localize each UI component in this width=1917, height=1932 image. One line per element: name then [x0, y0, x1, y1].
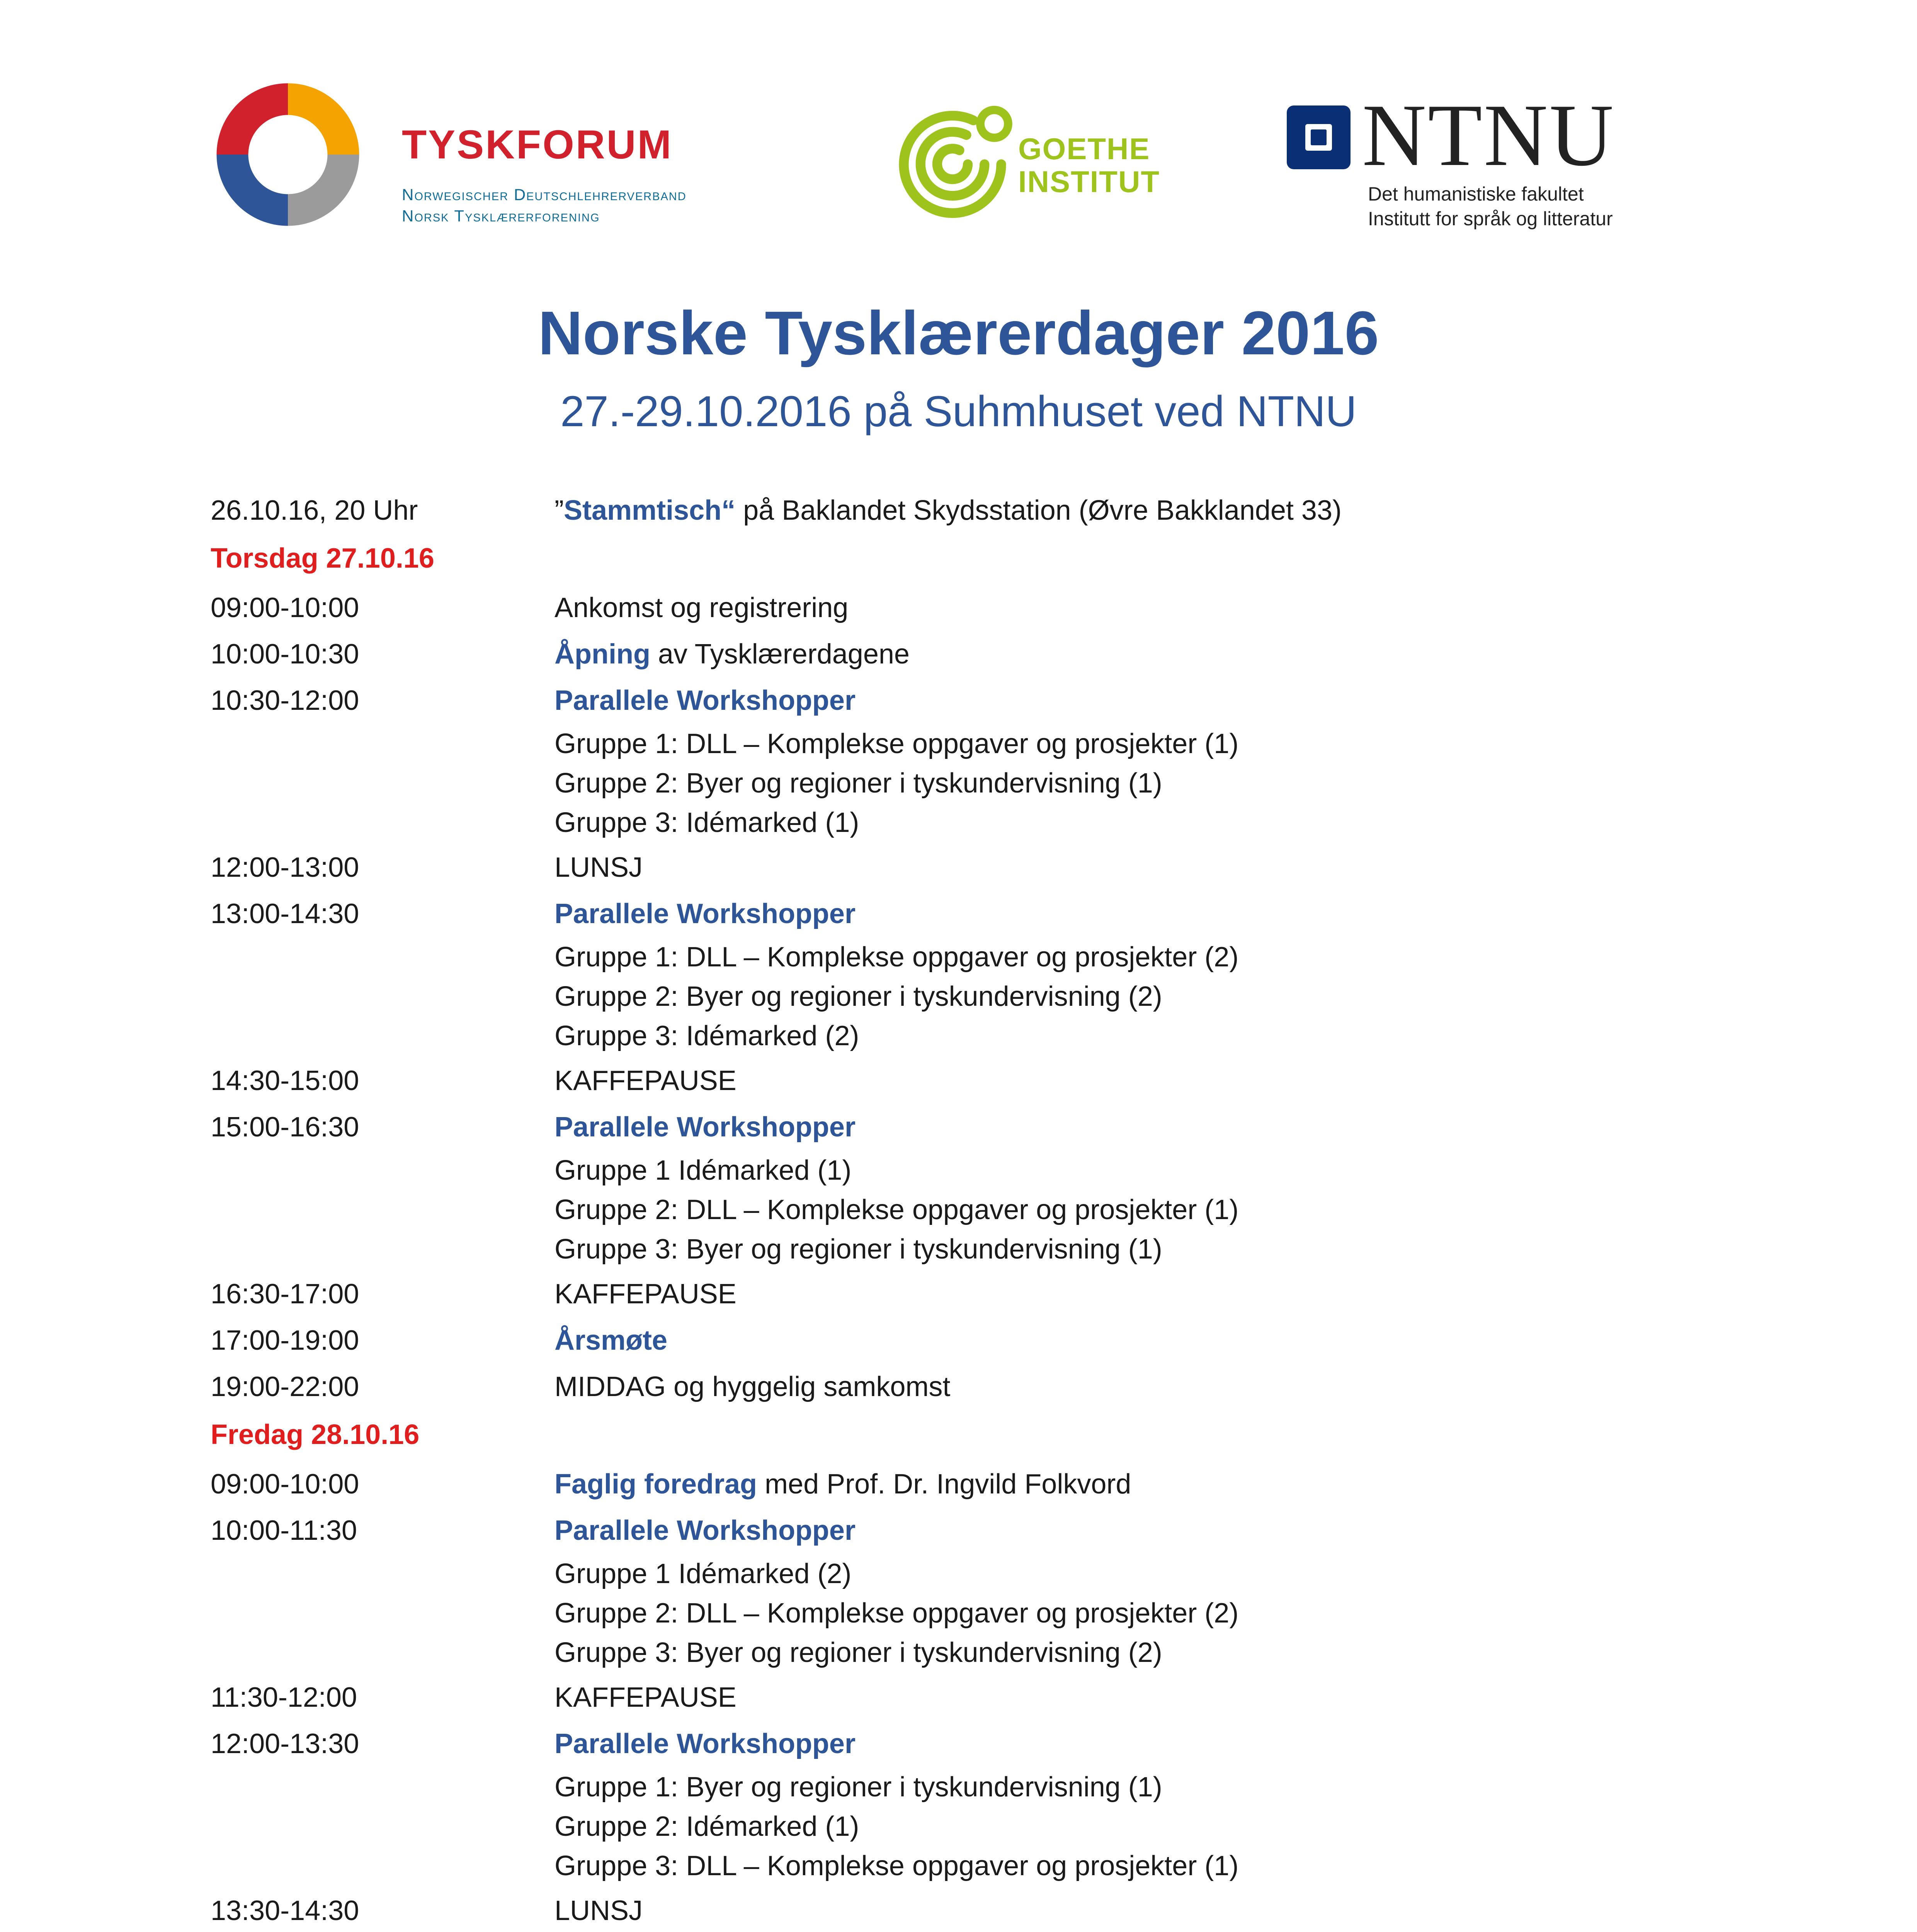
schedule-highlight: Parallele Workshopper [555, 1728, 856, 1759]
schedule-row [211, 588, 1756, 628]
workshop-group: Gruppe 2: Byer og regioner i tyskundervisning (1) [555, 768, 1162, 799]
workshop-group: Gruppe 2: Idémarked (1) [555, 1811, 859, 1842]
schedule-description [555, 1274, 1756, 1314]
schedule-highlight: Parallele Workshopper [555, 898, 856, 929]
programme-schedule [211, 491, 1756, 1932]
schedule-highlight: Årsmøte [555, 1325, 668, 1356]
schedule-highlight: Parallele Workshopper [555, 1112, 856, 1143]
schedule-text: KAFFEPAUSE [555, 1279, 737, 1310]
schedule-row [211, 1891, 1756, 1930]
schedule-row [211, 1464, 1756, 1504]
schedule-description [555, 1321, 1756, 1360]
workshop-group: Gruppe 1 Idémarked (2) [555, 1558, 852, 1589]
schedule-time: 19:00-22:00 [211, 1371, 359, 1402]
tyskforum-subline: Norsk Tysklærerforening [402, 207, 600, 225]
schedule-row [211, 681, 1756, 720]
schedule-row [211, 1678, 1756, 1717]
workshop-group-list [555, 1151, 1756, 1269]
schedule-time: 14:30-15:00 [211, 1065, 359, 1096]
schedule-highlight: Parallele Workshopper [555, 685, 856, 716]
schedule-time: 09:00-10:00 [211, 1469, 359, 1500]
page-title: Norske Tysklærerdager 2016 [538, 298, 1379, 367]
schedule-description [555, 681, 1756, 720]
schedule-text: Ankomst og registrering [555, 592, 849, 623]
ntnu-faculty: Det humanistiske fakultet [1368, 183, 1584, 205]
schedule-description [555, 588, 1756, 628]
workshop-groups [211, 1767, 1756, 1886]
schedule-text: KAFFEPAUSE [555, 1065, 737, 1096]
workshop-groups [211, 724, 1756, 842]
schedule-description: ”Stammtisch“ på Baklandet Skydsstation (Øvre Bakklandet 33) [555, 495, 1342, 526]
schedule-row [211, 894, 1756, 934]
schedule-time: 17:00-19:00 [211, 1325, 359, 1356]
schedule-description [555, 1678, 1756, 1717]
schedule-time: 12:00-13:30 [211, 1728, 359, 1759]
schedule-description [555, 1891, 1756, 1930]
schedule-description [555, 1724, 1756, 1764]
ntnu-name: NTNU [1362, 86, 1615, 184]
ntnu-logo [1287, 86, 1673, 238]
schedule-text: MIDDAG og hyggelig samkomst [555, 1371, 951, 1402]
workshop-groups [211, 1151, 1756, 1269]
schedule-row [211, 1724, 1756, 1764]
workshop-group-list [555, 1554, 1756, 1672]
workshop-group: Gruppe 3: Idémarked (2) [555, 1020, 859, 1051]
workshop-group: Gruppe 2: DLL – Komplekse oppgaver og prosjekter (1) [555, 1194, 1239, 1225]
schedule-description [555, 1061, 1756, 1100]
schedule-row [211, 1061, 1756, 1100]
schedule-description [555, 1464, 1756, 1504]
schedule-time: 13:00-14:30 [211, 898, 359, 929]
schedule-time: 12:00-13:00 [211, 852, 359, 883]
schedule-description [555, 894, 1756, 934]
workshop-group: Gruppe 3: Idémarked (1) [555, 807, 859, 838]
schedule-time: 15:00-16:30 [211, 1112, 359, 1143]
schedule-highlight: Parallele Workshopper [555, 1515, 856, 1546]
schedule-text: av Tysklærerdagene [650, 639, 910, 670]
schedule-row [211, 1511, 1756, 1550]
schedule-time: 10:00-10:30 [211, 639, 359, 670]
tyskforum-logo [209, 75, 788, 245]
schedule-text: LUNSJ [555, 852, 643, 883]
tyskforum-name: TYSKFORUM [402, 122, 673, 167]
tyskforum-subline: Norwegischer Deutschlehrerverband [402, 185, 687, 204]
workshop-group: Gruppe 3: Byer og regioner i tyskundervisning (2) [555, 1637, 1162, 1668]
schedule-description [555, 634, 1756, 674]
workshop-group-list [555, 1767, 1756, 1886]
schedule-row [211, 634, 1756, 674]
workshop-group: Gruppe 3: DLL – Komplekse oppgaver og prosjekter (1) [555, 1850, 1239, 1881]
schedule-description [555, 1107, 1756, 1147]
schedule-description [555, 848, 1756, 887]
tyskforum-swirl-icon [209, 75, 367, 234]
schedule-time: 16:30-17:00 [211, 1279, 359, 1310]
goethe-institut-logo [883, 95, 1192, 238]
day-heading: Torsdag 27.10.16 [211, 543, 434, 574]
schedule-text: LUNSJ [555, 1895, 643, 1926]
goethe-name: GOETHE [1018, 132, 1150, 166]
schedule-text: med Prof. Dr. Ingvild Folkvord [757, 1469, 1131, 1500]
schedule-text: KAFFEPAUSE [555, 1682, 737, 1713]
schedule-description [555, 1367, 1756, 1406]
schedule-time: 13:30-14:30 [211, 1895, 359, 1926]
workshop-group: Gruppe 2: Byer og regioner i tyskundervisning (2) [555, 981, 1162, 1012]
schedule-row [211, 848, 1756, 887]
schedule-highlight: Faglig foredrag [555, 1469, 757, 1500]
workshop-group: Gruppe 3: Byer og regioner i tyskundervisning (1) [555, 1234, 1162, 1265]
schedule-time: 10:00-11:30 [211, 1515, 357, 1546]
days-container [211, 539, 1756, 1932]
workshop-group: Gruppe 1: Byer og regioner i tyskundervisning (1) [555, 1772, 1162, 1803]
workshop-group: Gruppe 1: DLL – Komplekse oppgaver og prosjekter (1) [555, 728, 1239, 759]
workshop-group-list [555, 937, 1756, 1056]
workshop-group: Gruppe 1 Idémarked (1) [555, 1155, 852, 1186]
ntnu-square-icon [1287, 105, 1351, 169]
goethe-name: INSTITUT [1018, 165, 1160, 199]
schedule-row [211, 1274, 1756, 1314]
workshop-group-list [555, 724, 1756, 842]
ntnu-department: Institutt for språk og litteratur [1368, 208, 1613, 230]
schedule-time: 26.10.16, 20 Uhr [211, 495, 418, 526]
workshop-groups [211, 937, 1756, 1056]
workshop-group: Gruppe 1: DLL – Komplekse oppgaver og prosjekter (2) [555, 942, 1239, 973]
schedule-row [211, 1107, 1756, 1147]
schedule-time: 11:30-12:00 [211, 1682, 357, 1713]
schedule-time: 09:00-10:00 [211, 592, 359, 623]
schedule-row [211, 1367, 1756, 1406]
goethe-spiral-icon [883, 95, 1022, 234]
schedule-row [211, 491, 1756, 530]
schedule-row [211, 1321, 1756, 1360]
day-heading: Fredag 28.10.16 [211, 1419, 420, 1450]
workshop-groups [211, 1554, 1756, 1672]
schedule-highlight: Åpning [555, 639, 650, 670]
schedule-time: 10:30-12:00 [211, 685, 359, 716]
workshop-group: Gruppe 2: DLL – Komplekse oppgaver og prosjekter (2) [555, 1598, 1239, 1629]
page-subtitle: 27.-29.10.2016 på Suhmhuset ved NTNU [560, 387, 1357, 435]
schedule-description [555, 1511, 1756, 1550]
schedule-highlight: Stammtisch“ [563, 495, 736, 526]
